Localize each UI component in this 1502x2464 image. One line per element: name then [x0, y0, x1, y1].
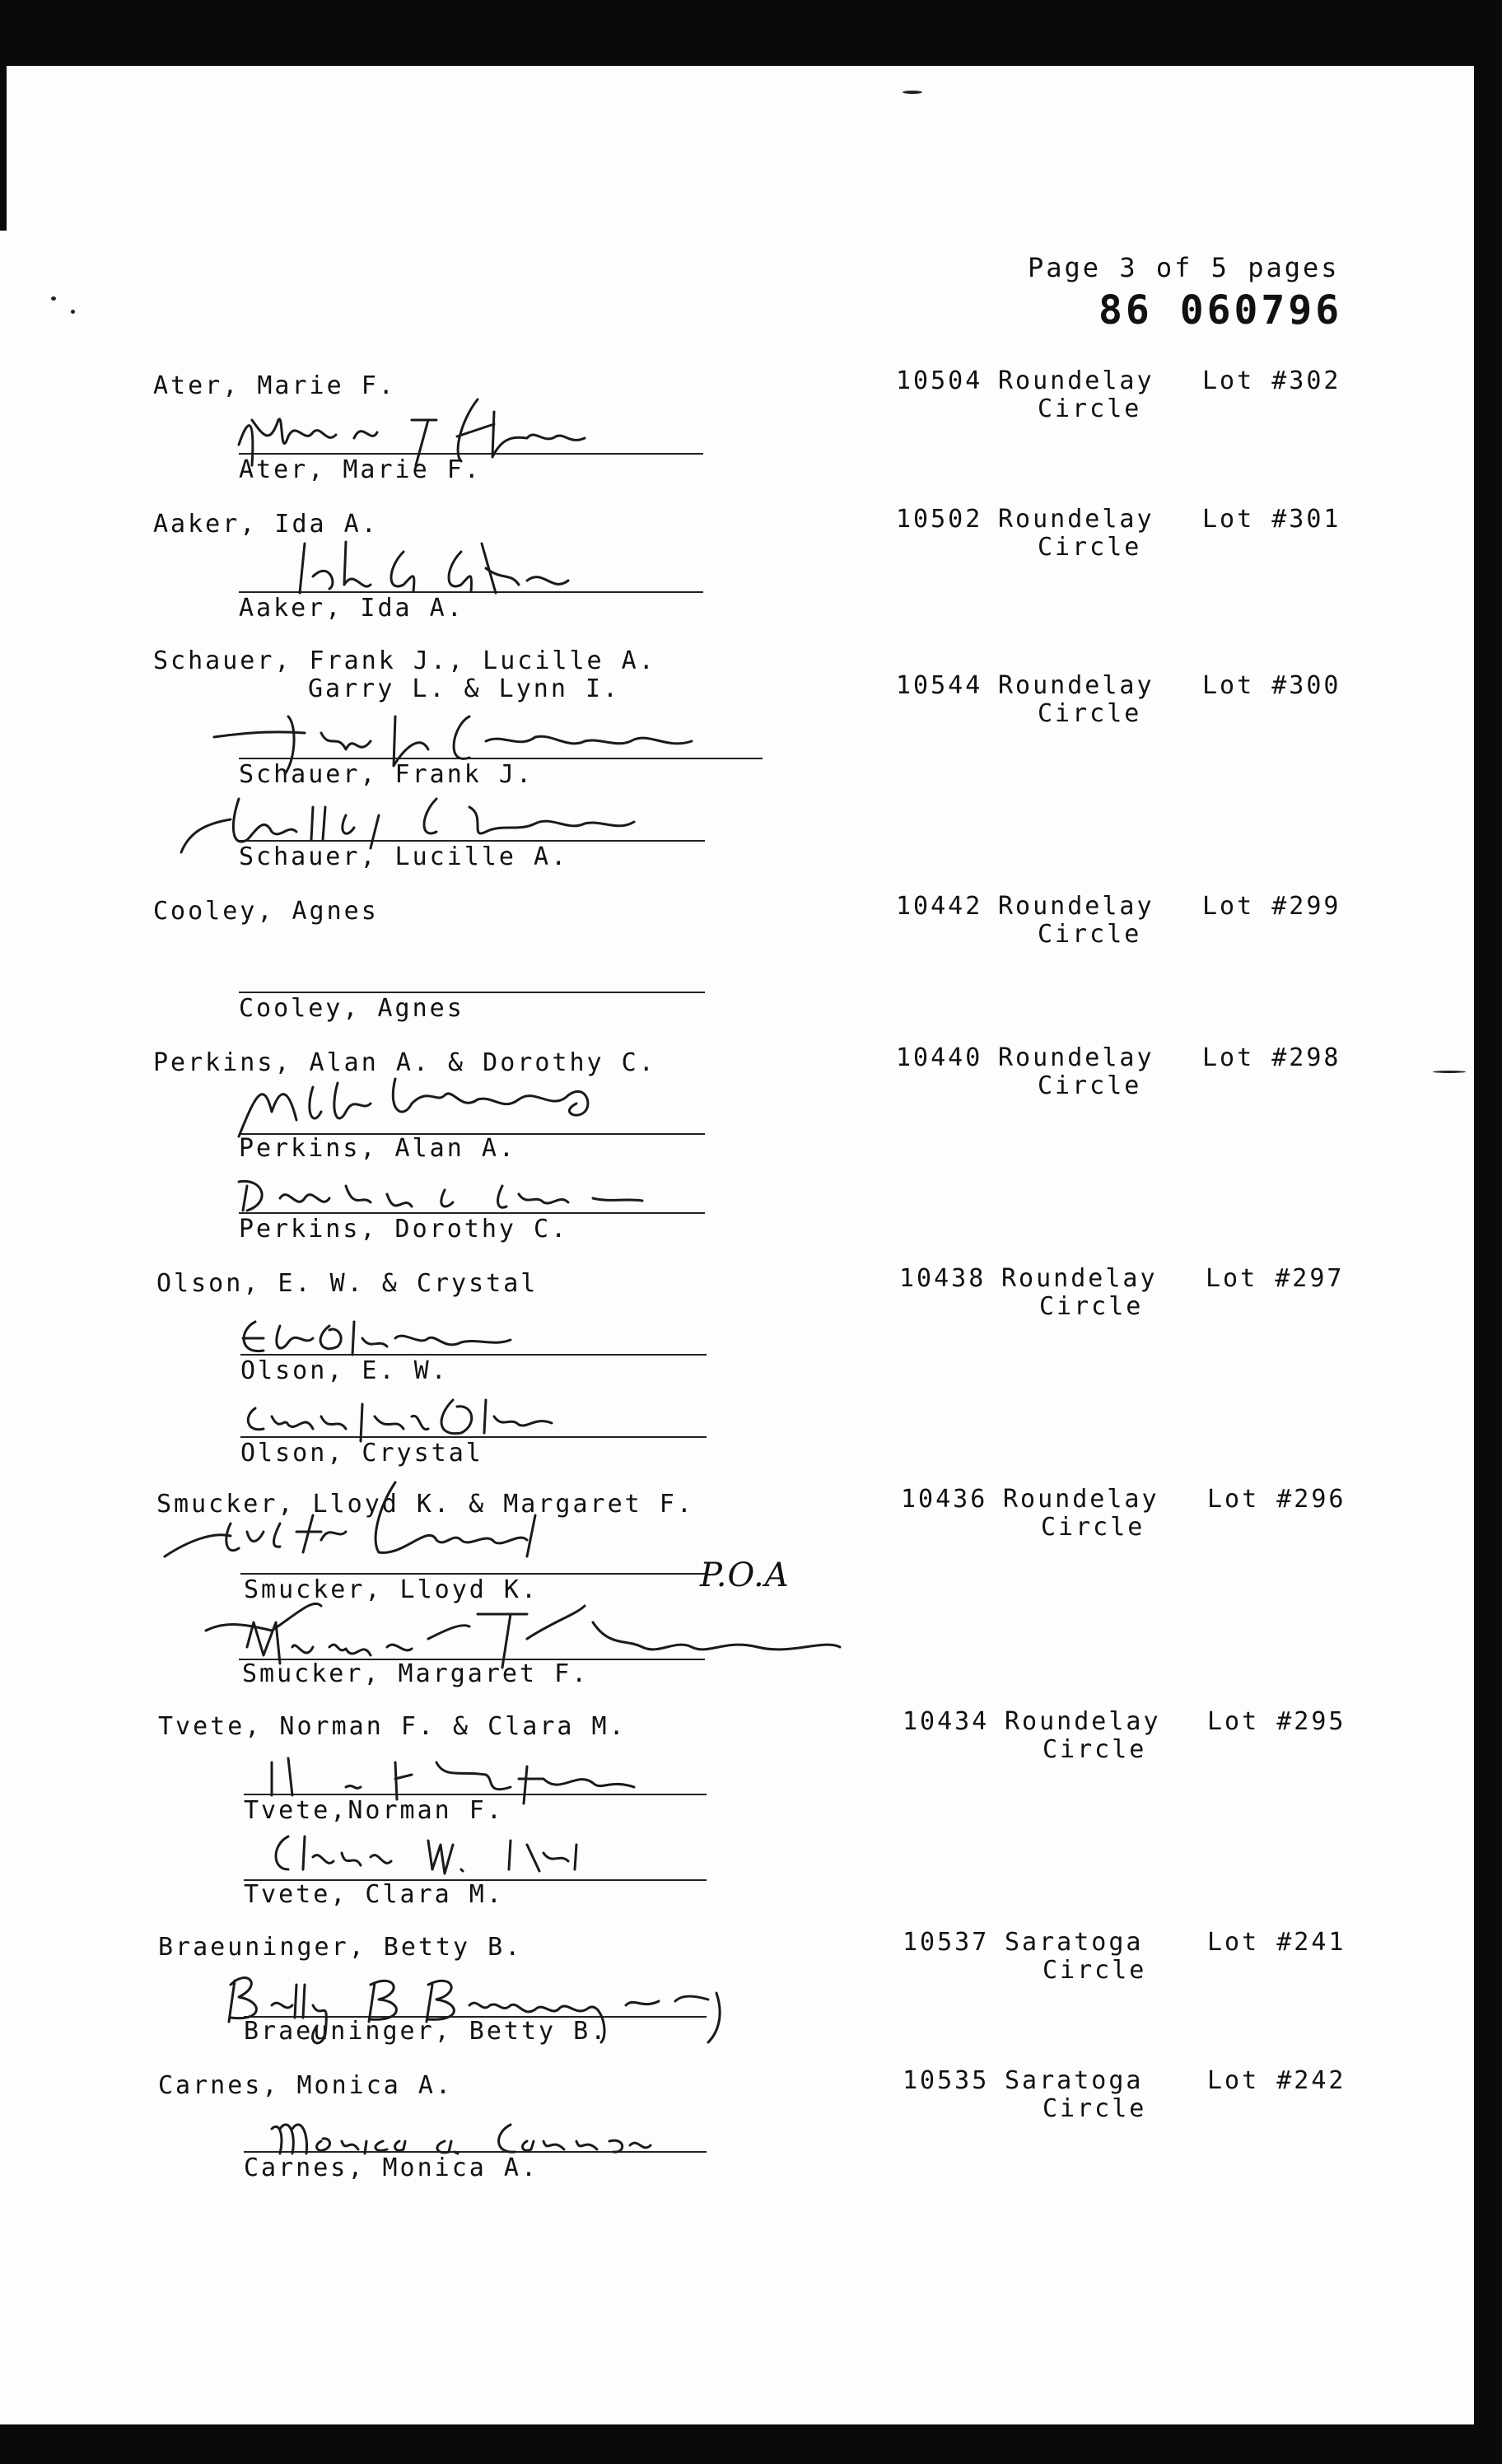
entry-street-name: Roundelay [998, 671, 1154, 700]
entry-street-name: Saratoga [1005, 2066, 1144, 2095]
scan-speck [1433, 1071, 1466, 1073]
entry-lot: Lot #241 [1207, 1928, 1346, 1957]
entry-street-type: Circle [1043, 1956, 1147, 1985]
signatory-name: Ater, Marie F. [239, 455, 482, 484]
handwritten-signature [280, 535, 609, 601]
signatory-name: Schauer, Lucille A. [239, 842, 569, 871]
entry-street-name: Roundelay [1005, 1707, 1161, 1736]
entry-street-number: 10442 [896, 892, 983, 921]
entry-street-name: Roundelay [1001, 1264, 1158, 1293]
entry-name: Tvete, Norman F. & Clara M. [158, 1712, 627, 1741]
handwritten-signature [156, 1474, 716, 1573]
entry-street-number: 10434 [903, 1707, 990, 1736]
entry-street-name: Roundelay [998, 1043, 1154, 1072]
scan-border-top [0, 0, 1502, 76]
signatory-name: Smucker, Lloyd K. [244, 1575, 539, 1604]
entry-name: Olson, E. W. & Crystal [156, 1269, 539, 1298]
entry-street-number: 10535 [903, 2066, 990, 2095]
signatory-name: Olson, Crystal [240, 1439, 483, 1468]
entry-name: Braeuninger, Betty B. [158, 1933, 523, 1962]
scan-speck [71, 310, 75, 314]
entry-street-number: 10440 [896, 1043, 983, 1072]
handwritten-signature [214, 1960, 725, 2051]
entry-lot: Lot #296 [1207, 1485, 1346, 1514]
entry-lot: Lot #299 [1202, 892, 1341, 921]
signatory-name: Smucker, Margaret F. [242, 1659, 590, 1688]
entry-street-number: 10436 [901, 1485, 988, 1514]
entry-street-number: 10438 [899, 1264, 987, 1293]
entry-street-type: Circle [1043, 1735, 1147, 1764]
handwritten-signature [198, 1589, 848, 1680]
entry-street-type: Circle [1038, 699, 1142, 728]
entry-name: Ater, Marie F. [153, 371, 396, 400]
entry-name: Cooley, Agnes [153, 897, 379, 926]
signatory-name: Carnes, Monica A. [244, 2154, 539, 2182]
entry-street-type: Circle [1043, 2094, 1147, 2123]
entry-lot: Lot #297 [1206, 1264, 1345, 1293]
signatory-name: Olson, E. W. [240, 1356, 449, 1385]
entry-street-type: Circle [1041, 1513, 1145, 1542]
entry-name: Carnes, Monica A. [158, 2071, 454, 2100]
entry-street-number: 10537 [903, 1928, 990, 1957]
entry-street-name: Roundelay [998, 366, 1154, 395]
handwritten-signature [231, 387, 626, 478]
signatory-name: Cooley, Agnes [239, 994, 464, 1023]
entry-street-name: Roundelay [1003, 1485, 1159, 1514]
entry-lot: Lot #298 [1202, 1043, 1341, 1072]
entry-street-type: Circle [1038, 1071, 1142, 1100]
entry-lot: Lot #242 [1207, 2066, 1346, 2095]
signature-line [240, 1573, 707, 1575]
handwritten-signature [231, 1161, 708, 1227]
entry-street-type: Circle [1039, 1292, 1144, 1321]
scan-border-left [0, 0, 7, 231]
signatory-name: Braeuninger, Betty B. [244, 2017, 609, 2046]
document-number: 86 060796 [1099, 287, 1343, 334]
entry-name: Smucker, Lloyd K. & Margaret F. [156, 1490, 694, 1519]
signatory-name: Tvete, Clara M. [244, 1880, 504, 1909]
handwritten-signature [239, 1384, 601, 1449]
entry-street-name: Roundelay [998, 505, 1154, 534]
entry-street-number: 10502 [896, 505, 983, 534]
entry-lot: Lot #300 [1202, 671, 1341, 700]
scan-border-bottom [0, 2424, 1502, 2464]
paper-top-edge [0, 66, 1502, 99]
handwritten-signature [231, 1062, 708, 1145]
page-number-label: Page 3 of 5 pages [1028, 252, 1340, 283]
signatory-name: Tvete,Norman F. [244, 1796, 504, 1825]
handwritten-signature [264, 2104, 725, 2162]
entry-street-type: Circle [1038, 920, 1142, 949]
signature-line [239, 992, 705, 993]
handwritten-signature [247, 1746, 708, 1812]
scan-border-right [1474, 0, 1502, 2464]
scan-speck [51, 296, 56, 301]
signatory-name: Schauer, Frank J. [239, 760, 534, 789]
entry-street-type: Circle [1038, 394, 1142, 423]
entry-street-number: 10544 [896, 671, 983, 700]
entry-lot: Lot #301 [1202, 505, 1341, 534]
handwritten-signature [173, 782, 716, 865]
entry-name: Schauer, Frank J., Lucille A. [153, 646, 656, 675]
entry-name: Aaker, Ida A. [153, 510, 379, 539]
entry-street-number: 10504 [896, 366, 983, 395]
handwritten-signature [206, 700, 733, 782]
entry-lot: Lot #302 [1202, 366, 1341, 395]
signatory-name: Perkins, Dorothy C. [239, 1215, 569, 1244]
entry-name-line2: Garry L. & Lynn I. [308, 674, 621, 703]
poa-annotation: P.O.A [700, 1556, 790, 1594]
handwritten-signature [231, 1305, 560, 1363]
entry-name: Perkins, Alan A. & Dorothy C. [153, 1048, 656, 1077]
entry-lot: Lot #295 [1207, 1707, 1346, 1736]
signatory-name: Perkins, Alan A. [239, 1134, 516, 1163]
entry-street-name: Saratoga [1005, 1928, 1144, 1957]
handwritten-signature [264, 1820, 618, 1886]
scan-speck [903, 91, 922, 94]
entry-street-name: Roundelay [998, 892, 1154, 921]
entry-street-type: Circle [1038, 533, 1142, 562]
signatory-name: Aaker, Ida A. [239, 594, 464, 623]
